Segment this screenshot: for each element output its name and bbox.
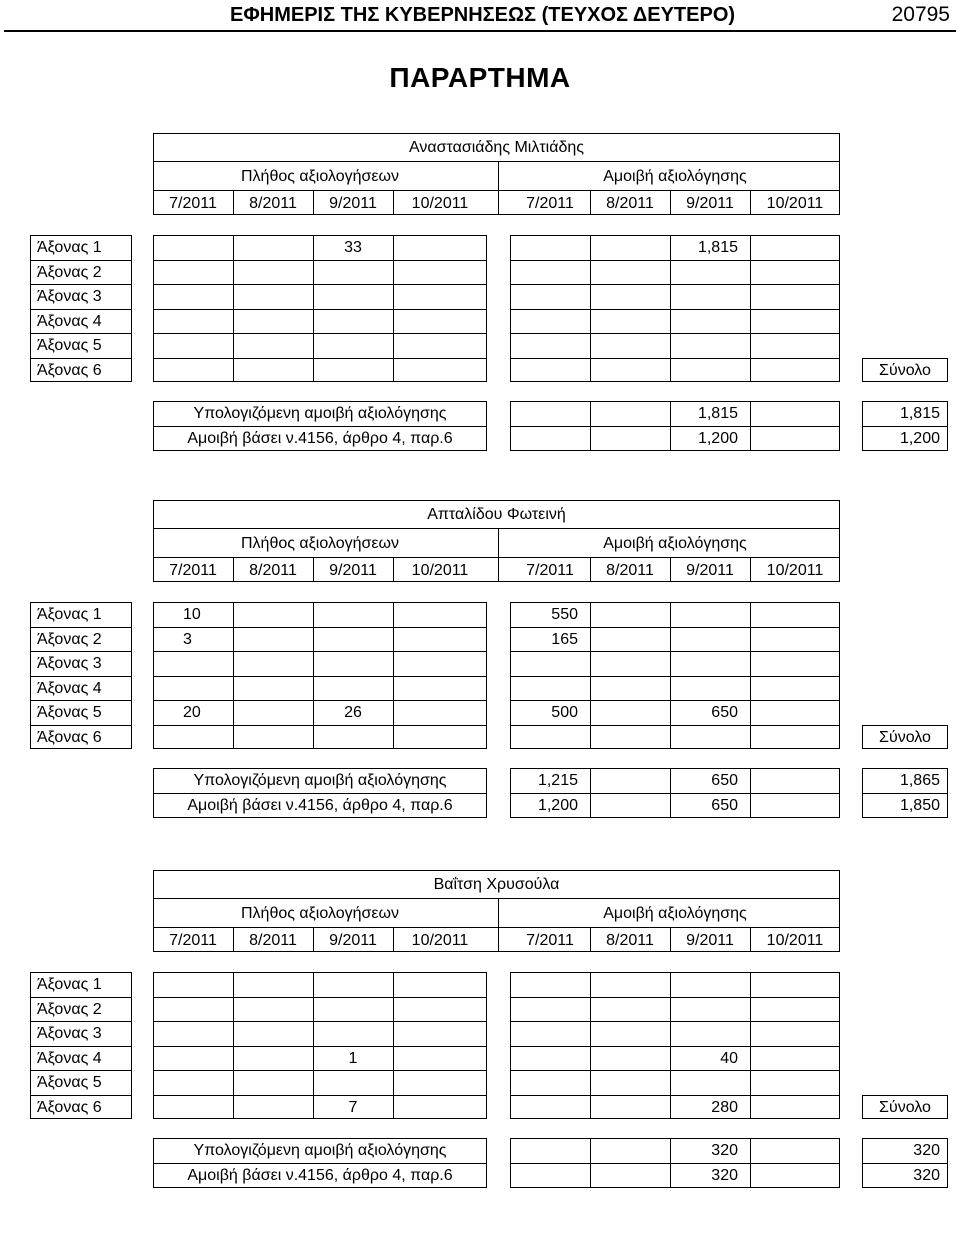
month-divider [750, 557, 751, 582]
month-header: 10/2011 [766, 932, 824, 949]
row-line [153, 1070, 487, 1071]
row-line [30, 309, 132, 310]
row-line [30, 1070, 132, 1071]
total-label: Σύνολο [879, 728, 931, 746]
row-line [30, 725, 132, 726]
fee-cell: 550 [551, 606, 578, 623]
axis-label: Άξονας 3 [37, 1025, 102, 1042]
group-rule [153, 927, 840, 928]
row-line [30, 651, 132, 652]
summary-rule [510, 426, 840, 427]
row-line [510, 1021, 840, 1022]
axis-label: Άξονας 1 [37, 606, 102, 623]
axis-label: Άξονας 4 [37, 312, 102, 330]
month-divider [670, 557, 671, 582]
row-line [510, 358, 840, 359]
month-header: 7/2011 [526, 195, 574, 212]
calc-fee-label: Υπολογιζόμενη αμοιβή αξιολόγησης [193, 405, 447, 422]
count-cell: 26 [344, 704, 362, 721]
row-line [510, 284, 840, 285]
row-line [30, 284, 132, 285]
count-cell: 7 [348, 1098, 358, 1116]
calc-fee-label: Υπολογιζόμενη αμοιβή αξιολόγησης [193, 772, 447, 789]
count-group-label: Πλήθος αξιολογήσεων [240, 535, 400, 552]
month-header: 7/2011 [169, 195, 217, 212]
count-cell: 10 [183, 606, 201, 623]
evaluator-name: Απταλίδου Φωτεινή [427, 506, 566, 523]
month-divider [590, 557, 591, 582]
month-header: 9/2011 [329, 562, 377, 579]
month-divider [670, 190, 671, 215]
law-fee-label: Αμοιβή βάσει ν.4156, άρθρο 4, παρ.6 [187, 1167, 453, 1184]
summary-rule [862, 426, 948, 427]
law-fee-value: 1,200 [697, 430, 738, 447]
axis-label: Άξονας 1 [37, 976, 102, 993]
count-cell: 33 [344, 239, 362, 256]
month-header: 7/2011 [169, 932, 217, 949]
row-line [510, 651, 840, 652]
month-header: 8/2011 [606, 562, 654, 579]
axis-label: Άξονας 6 [37, 728, 102, 746]
evaluator-block [0, 500, 960, 870]
axis-label: Άξονας 5 [37, 337, 102, 354]
law-fee-total: 1,850 [899, 797, 940, 814]
fee-group-label: Αμοιβή αξιολόγησης [603, 168, 747, 185]
month-divider [393, 190, 394, 215]
month-header: 7/2011 [526, 562, 574, 579]
calc-fee-total: 1,815 [899, 405, 940, 422]
law-fee-label: Αμοιβή βάσει ν.4156, άρθρο 4, παρ.6 [187, 797, 453, 814]
row-line [30, 676, 132, 677]
calc-fee-total: 1,865 [899, 772, 940, 789]
law-fee-total: 1,200 [899, 430, 940, 447]
col-line [590, 1138, 591, 1188]
month-divider [393, 927, 394, 952]
count-group-label: Πλήθος αξιολογήσεων [240, 168, 400, 185]
month-header: 10/2011 [411, 562, 469, 579]
month-divider [590, 927, 591, 952]
axis-label: Άξονας 4 [37, 679, 102, 697]
fee-group-label: Αμοιβή αξιολόγησης [603, 535, 747, 552]
row-line [30, 1046, 132, 1047]
row-line [153, 997, 487, 998]
group-divider [498, 528, 499, 582]
row-line [30, 627, 132, 628]
row-line [510, 333, 840, 334]
month-header: 7/2011 [526, 932, 574, 949]
row-line [510, 1095, 840, 1096]
count-cell: 20 [183, 704, 201, 721]
axis-label: Άξονας 2 [37, 630, 102, 648]
axis-label: Άξονας 1 [37, 239, 102, 256]
summary-rule [510, 793, 840, 794]
row-line [153, 651, 487, 652]
fee-cell: 165 [551, 630, 578, 648]
row-line [510, 997, 840, 998]
month-header: 9/2011 [329, 195, 377, 212]
fee-cell: 650 [711, 704, 738, 721]
col-line [750, 768, 751, 818]
row-line [510, 676, 840, 677]
annex-title: ΠΑΡΑΡΤΗΜΑ [389, 62, 571, 93]
axis-label: Άξονας 2 [37, 263, 102, 281]
month-header: 9/2011 [329, 932, 377, 949]
month-header: 9/2011 [686, 195, 734, 212]
group-rule [153, 190, 840, 191]
page-number: 20795 [891, 3, 950, 26]
axis-label: Άξονας 5 [37, 1074, 102, 1091]
month-header: 10/2011 [766, 195, 824, 212]
row-line [510, 260, 840, 261]
calc-fee-value: 320 [711, 1142, 738, 1159]
evaluator-name: Βαΐτση Χρυσούλα [433, 876, 560, 893]
name-rule [153, 898, 840, 899]
row-line [153, 1021, 487, 1022]
row-line [153, 309, 487, 310]
calc-fee-total: 320 [913, 1142, 940, 1159]
row-line [510, 700, 840, 701]
header-rule [4, 30, 956, 32]
month-divider [590, 190, 591, 215]
axis-label: Άξονας 6 [37, 361, 102, 379]
law-fee-value: 320 [711, 1167, 738, 1184]
evaluator-block [0, 870, 960, 1240]
row-line [30, 1095, 132, 1096]
axis-label: Άξονας 5 [37, 704, 102, 721]
month-header: 8/2011 [606, 932, 654, 949]
axis-label: Άξονας 6 [37, 1098, 102, 1116]
fee-group-label: Αμοιβή αξιολόγησης [603, 905, 747, 922]
month-divider [233, 927, 234, 952]
law-fee-label: Αμοιβή βάσει ν.4156, άρθρο 4, παρ.6 [187, 430, 453, 447]
row-line [153, 627, 487, 628]
month-header: 10/2011 [411, 195, 469, 212]
name-rule [153, 161, 840, 162]
group-divider [498, 898, 499, 952]
row-line [30, 1021, 132, 1022]
row-line [153, 284, 487, 285]
fee-cell: 40 [720, 1049, 738, 1067]
row-line [153, 1046, 487, 1047]
count-group-label: Πλήθος αξιολογήσεων [240, 905, 400, 922]
month-divider [233, 557, 234, 582]
calc-fee-value: 650 [711, 772, 738, 789]
count-cell: 1 [348, 1049, 358, 1067]
col-line [590, 768, 591, 818]
axis-label: Άξονας 3 [37, 655, 102, 672]
month-divider [750, 927, 751, 952]
month-header: 9/2011 [686, 932, 734, 949]
col-line [750, 1138, 751, 1188]
row-line [30, 260, 132, 261]
row-line [510, 1046, 840, 1047]
fee-cell: 500 [551, 704, 578, 721]
row-line [153, 260, 487, 261]
row-line [153, 700, 487, 701]
row-line [30, 700, 132, 701]
row-line [153, 1095, 487, 1096]
group-rule [153, 557, 840, 558]
page-header [0, 0, 960, 30]
row-line [153, 333, 487, 334]
month-header: 8/2011 [249, 195, 297, 212]
month-header: 9/2011 [686, 562, 734, 579]
fee-cell: 1,815 [697, 239, 738, 256]
summary-rule [510, 1163, 840, 1164]
row-line [30, 358, 132, 359]
row-line [510, 309, 840, 310]
row-line [510, 1070, 840, 1071]
row-line [30, 997, 132, 998]
month-divider [313, 190, 314, 215]
calc-fee-value: 1,815 [697, 405, 738, 422]
month-divider [313, 557, 314, 582]
row-line [153, 676, 487, 677]
summary-rule [862, 1163, 948, 1164]
row-line [153, 725, 487, 726]
total-label: Σύνολο [879, 1098, 931, 1116]
axis-label: Άξονας 3 [37, 288, 102, 305]
fee-cell: 280 [711, 1098, 738, 1116]
law-fee-value: 1,200 [537, 797, 578, 814]
evaluator-name: Αναστασιάδης Μιλτιάδης [408, 139, 584, 156]
month-header: 10/2011 [766, 562, 824, 579]
summary-rule [153, 426, 487, 427]
month-divider [750, 190, 751, 215]
summary-rule [862, 793, 948, 794]
month-header: 8/2011 [249, 932, 297, 949]
row-line [510, 627, 840, 628]
row-line [153, 358, 487, 359]
name-rule [153, 528, 840, 529]
total-label: Σύνολο [879, 361, 931, 379]
month-header: 8/2011 [249, 562, 297, 579]
group-divider [498, 161, 499, 215]
month-header: 10/2011 [411, 932, 469, 949]
calc-fee-label: Υπολογιζόμενη αμοιβή αξιολόγησης [193, 1142, 447, 1159]
calc-fee-value: 1,215 [537, 772, 578, 789]
evaluator-block [0, 133, 960, 503]
row-line [510, 725, 840, 726]
summary-rule [153, 1163, 487, 1164]
month-header: 7/2011 [169, 562, 217, 579]
month-divider [313, 927, 314, 952]
summary-rule [153, 793, 487, 794]
col-line [750, 401, 751, 451]
law-fee-value: 650 [711, 797, 738, 814]
row-line [30, 333, 132, 334]
month-header: 8/2011 [606, 195, 654, 212]
col-line [590, 401, 591, 451]
month-divider [393, 557, 394, 582]
month-divider [670, 927, 671, 952]
gazette-title: ΕΦΗΜΕΡΙΣ ΤΗΣ ΚΥΒΕΡΝΗΣΕΩΣ (ΤΕΥΧΟΣ ΔΕΥΤΕΡΟ) [230, 4, 736, 26]
axis-label: Άξονας 2 [37, 1000, 102, 1018]
axis-label: Άξονας 4 [37, 1049, 102, 1067]
law-fee-total: 320 [913, 1167, 940, 1184]
count-cell: 3 [183, 630, 192, 648]
month-divider [233, 190, 234, 215]
